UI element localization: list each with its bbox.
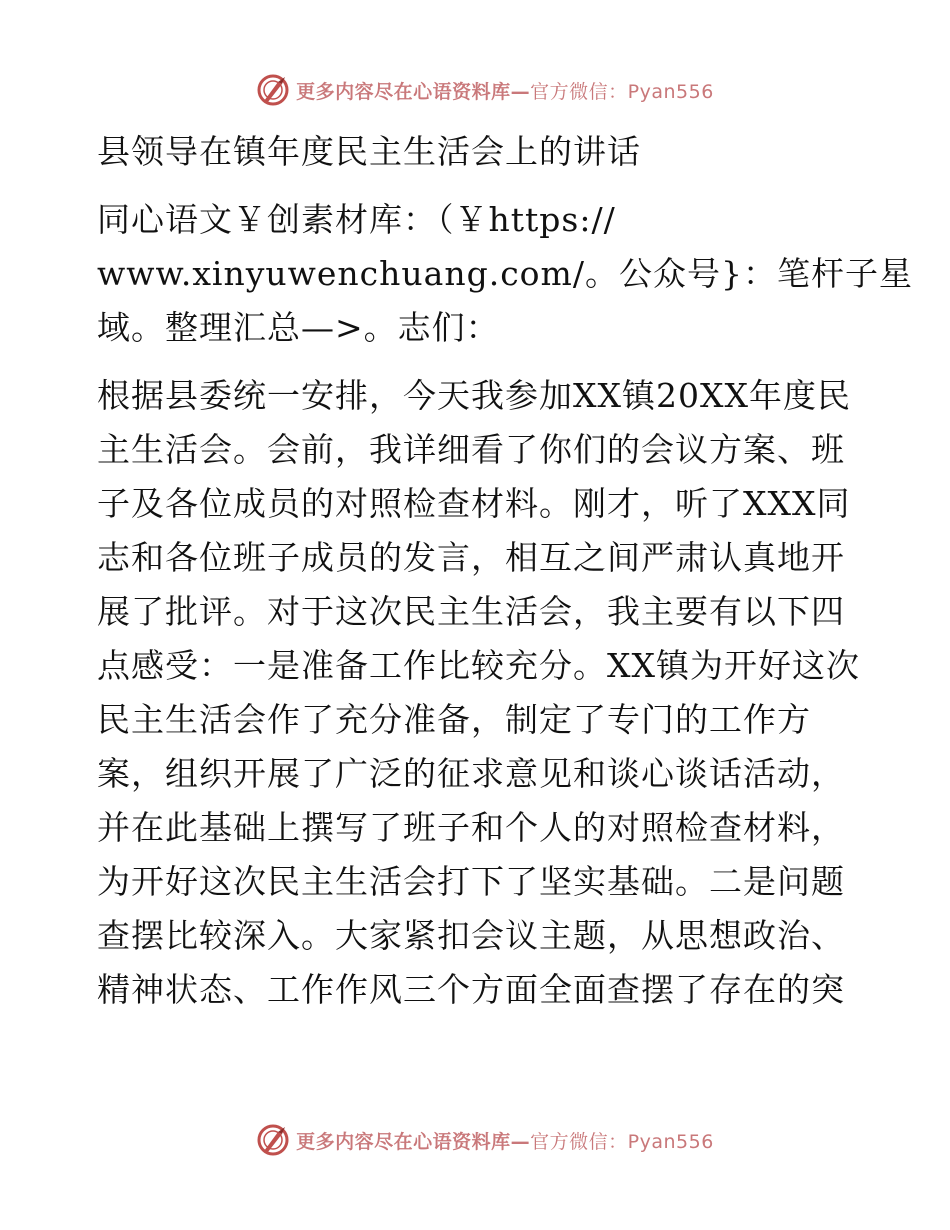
source-line: www.xinyuwenchuang.com/。公众号}：笔杆子星 bbox=[97, 254, 913, 293]
document-body bbox=[97, 125, 913, 1017]
header-wechat: 官方微信：Pyan556 bbox=[530, 80, 714, 103]
body-line: 并在此基础上撰写了班子和个人的对照检查材料， bbox=[97, 808, 845, 847]
body-line: 点感受：一是准备工作比较充分。XX镇为开好这次 bbox=[97, 646, 860, 685]
body-paragraph bbox=[97, 369, 860, 1017]
source-line: 同心语文￥创素材库：（￥https:// bbox=[97, 200, 616, 239]
source-paragraph bbox=[97, 193, 913, 355]
body-line: 展了批评。对于这次民主生活会，我主要有以下四 bbox=[97, 592, 845, 631]
document-title: 县领导在镇年度民主生活会上的讲话 bbox=[97, 132, 641, 171]
body-line: 子及各位成员的对照检查材料。刚才，听了XXX同 bbox=[97, 484, 851, 523]
header-banner bbox=[0, 70, 950, 110]
footer-brand: 更多内容尽在心语资料库— bbox=[296, 1130, 531, 1153]
body-line: 查摆比较深入。大家紧扣会议主题，从思想政治、 bbox=[97, 916, 845, 955]
quill-logo-icon bbox=[256, 1123, 290, 1157]
source-line: 域。整理汇总—>。志们： bbox=[97, 308, 500, 347]
footer-wechat: 官方微信：Pyan556 bbox=[530, 1130, 714, 1153]
body-line: 根据县委统一安排，今天我参加XX镇20XX年度民 bbox=[97, 376, 851, 415]
body-line: 精神状态、工作作风三个方面全面查摆了存在的突 bbox=[97, 970, 845, 1009]
header-brand-text bbox=[296, 77, 714, 104]
quill-logo-icon bbox=[256, 73, 290, 107]
body-line: 主生活会。会前，我详细看了你们的会议方案、班 bbox=[97, 430, 845, 469]
footer-banner bbox=[0, 1120, 950, 1160]
body-line: 志和各位班子成员的发言，相互之间严肃认真地开 bbox=[97, 538, 845, 577]
body-line: 为开好这次民主生活会打下了坚实基础。二是问题 bbox=[97, 862, 845, 901]
body-line: 案，组织开展了广泛的征求意见和谈心谈话活动， bbox=[97, 754, 845, 793]
body-line: 民主生活会作了充分准备，制定了专门的工作方 bbox=[97, 700, 811, 739]
header-brand: 更多内容尽在心语资料库— bbox=[296, 80, 531, 103]
footer-brand-text bbox=[296, 1127, 714, 1154]
